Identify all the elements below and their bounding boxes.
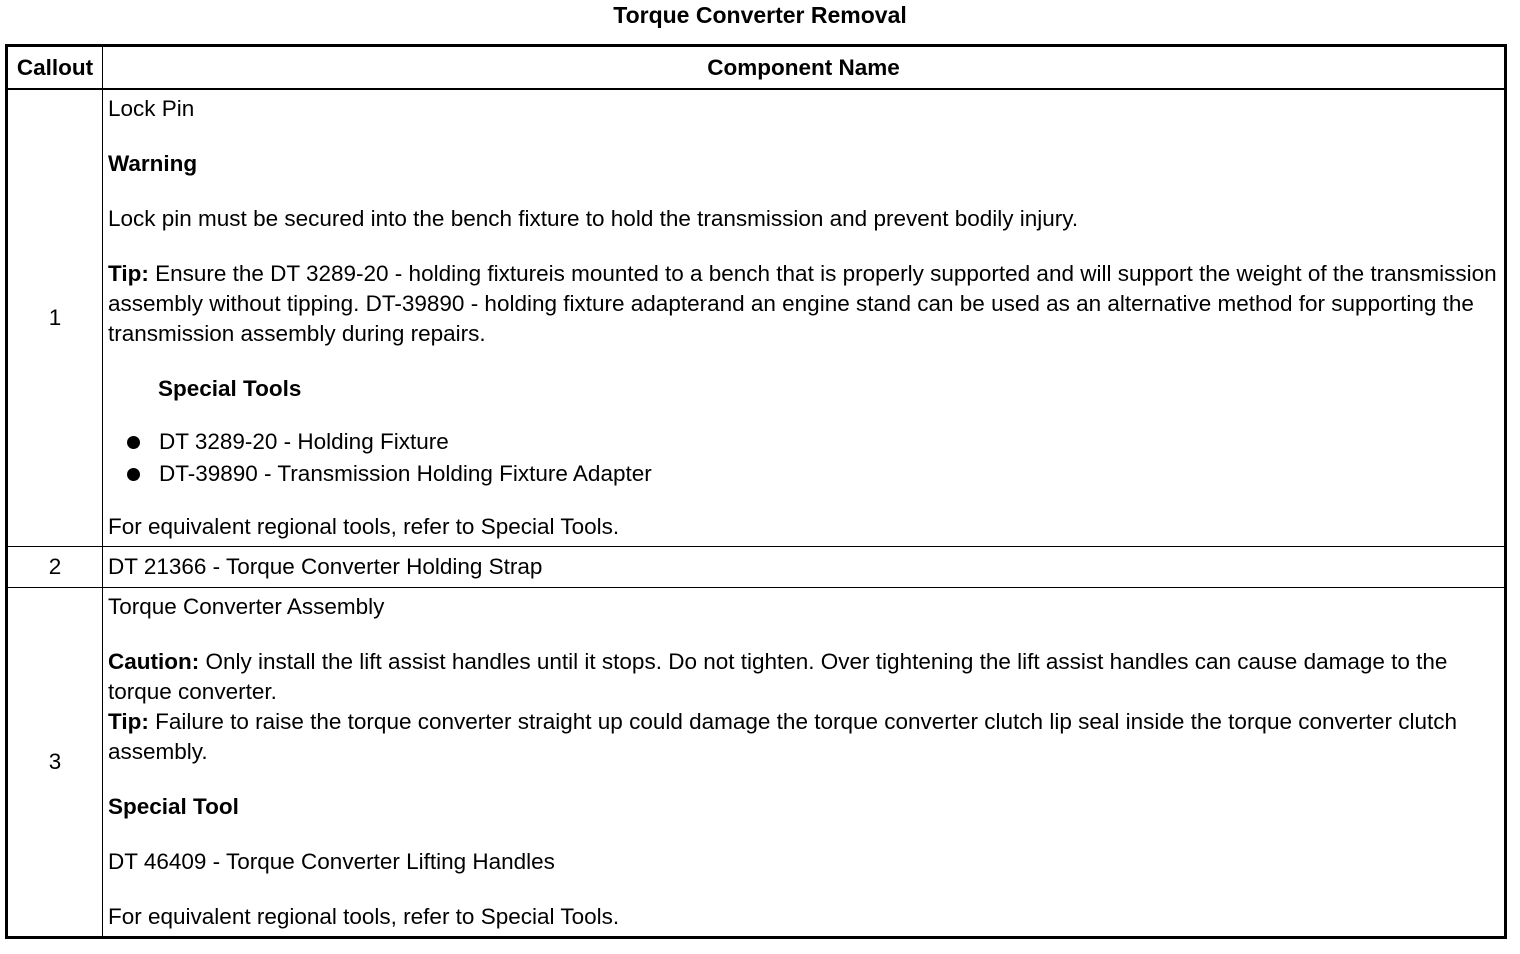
table-row (7, 588, 1506, 938)
component-name: DT 21366 - Torque Converter Holding Strap (103, 547, 1506, 588)
callout-number: 1 (7, 89, 103, 547)
page-title: Torque Converter Removal (613, 2, 907, 28)
component-cell (103, 588, 1506, 938)
table-row (7, 547, 1506, 588)
tip-paragraph (108, 259, 1498, 349)
tool-name: DT 3289-20 - Holding Fixture (159, 429, 449, 454)
callout-number: 3 (7, 588, 103, 938)
tip-label: Tip: (108, 261, 149, 286)
special-tools-heading: Special Tools (158, 376, 302, 401)
tip-text: Ensure the DT 3289-20 - holding fixtureis mounted to a bench that is properly supported and will support the weight of the transmission assembly without tipping. DT-39890 - holding fixture adapterand an engine stand can be used as an alternative method for supporting the transmission assembly during repairs. (108, 261, 1497, 346)
component-name: Torque Converter Assembly (108, 594, 385, 619)
callout-column-header: Callout (7, 46, 103, 90)
tool-name: DT 46409 - Torque Converter Lifting Handles (108, 849, 555, 874)
warning-label: Warning (108, 151, 198, 176)
tip-paragraph (108, 707, 1498, 767)
callout-table (5, 44, 1507, 939)
special-tool-heading: Special Tool (108, 794, 239, 819)
special-tools-list (108, 426, 1498, 490)
bullet-icon (127, 436, 140, 449)
caution-text: Only install the lift assist handles until it stops. Do not tighten. Over tightening the lift assist handles can cause damage to the torque converter. (108, 649, 1448, 704)
component-name-column-header: Component Name (103, 46, 1506, 90)
table-header-row (7, 46, 1506, 90)
bullet-icon (127, 468, 140, 481)
caution-label: Caution: (108, 649, 200, 674)
regional-tools-note: For equivalent regional tools, refer to Special Tools. (108, 904, 620, 929)
caution-paragraph (108, 647, 1498, 707)
tip-text: Failure to raise the torque converter straight up could damage the torque converter clutch lip seal inside the torque converter clutch assembly. (108, 709, 1458, 764)
tool-name: DT-39890 - Transmission Holding Fixture Adapter (159, 461, 652, 486)
component-cell (103, 89, 1506, 547)
table-row (7, 89, 1506, 547)
callout-number: 2 (7, 547, 103, 588)
tip-label: Tip: (108, 709, 149, 734)
regional-tools-note: For equivalent regional tools, refer to Special Tools. (108, 514, 620, 539)
list-item (108, 458, 1498, 490)
warning-text: Lock pin must be secured into the bench fixture to hold the transmission and prevent bodily injury. (108, 206, 1079, 231)
component-name: Lock Pin (108, 96, 195, 121)
list-item (108, 426, 1498, 458)
